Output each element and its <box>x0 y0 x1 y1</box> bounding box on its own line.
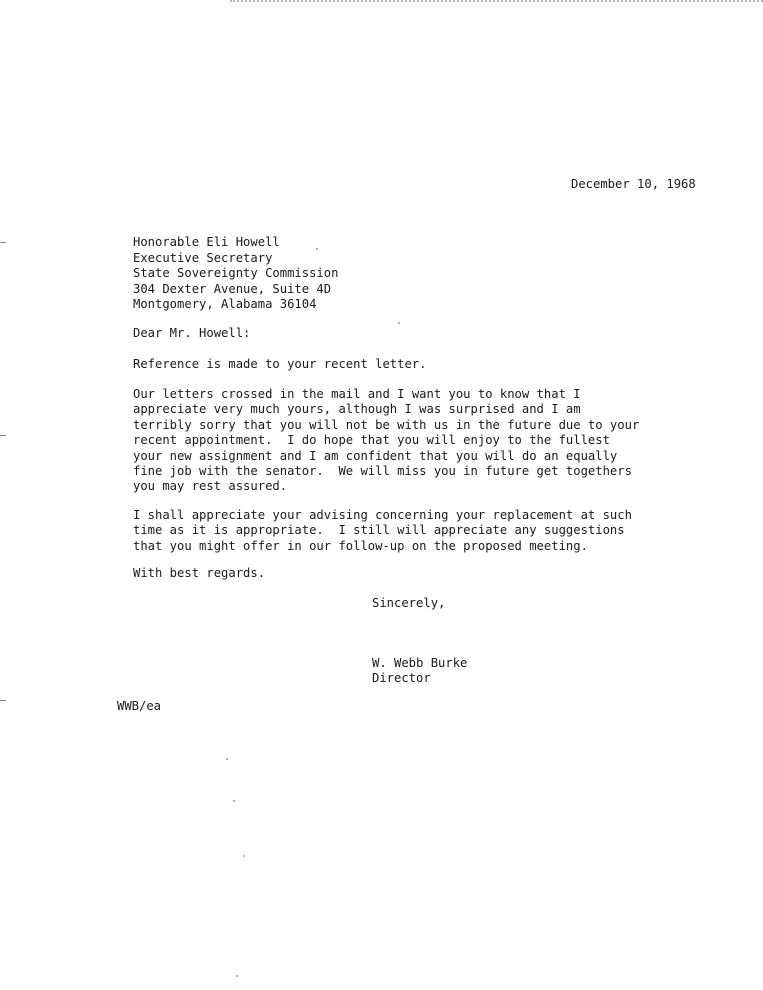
scan-speck <box>316 248 318 250</box>
scan-speck <box>243 855 245 857</box>
address-line: Honorable Eli Howell <box>133 235 280 249</box>
scan-edge-mark <box>0 700 6 701</box>
paragraph-line: appreciate very much yours, although I was surprised and I am <box>133 402 581 417</box>
scan-speck <box>236 975 238 977</box>
complimentary-close: Sincerely, <box>372 596 446 610</box>
paragraph-line: fine job with the senator. We will miss you in future get togethers <box>133 464 632 479</box>
scan-speck <box>226 758 228 760</box>
signer-title: Director <box>372 671 431 686</box>
body-paragraph-2 <box>133 387 673 495</box>
closing-regards: With best regards. <box>133 566 266 580</box>
signer-name: W. Webb Burke <box>372 656 468 670</box>
address-line: State Sovereignty Commission <box>133 266 339 280</box>
address-line: 304 Dexter Avenue, Suite 4D <box>133 281 332 296</box>
reference-initials: WWB/ea <box>117 699 162 713</box>
paragraph-line: you may rest assured. <box>133 479 288 494</box>
paragraph-line: Reference is made to your recent letter. <box>133 357 427 371</box>
body-paragraph-3 <box>133 508 673 554</box>
paragraph-line: that you might offer in our follow-up on the proposed meeting. <box>133 538 588 553</box>
paragraph-line: your new assignment and I am confident that you will do an equally <box>133 448 618 463</box>
scan-edge-mark <box>0 242 6 243</box>
paragraph-line: recent appointment. I do hope that you will enjoy to the fullest <box>133 433 610 448</box>
paragraph-line: time as it is appropriate. I still will appreciate any suggestions <box>133 523 625 538</box>
paragraph-line: terribly sorry that you will not be with us in the future due to your <box>133 417 640 432</box>
salutation: Dear Mr. Howell: <box>133 326 251 340</box>
address-line: Executive Secretary <box>133 250 273 265</box>
address-line: Montgomery, Alabama 36104 <box>133 297 317 311</box>
letter-date: December 10, 1968 <box>571 177 696 191</box>
scan-speck <box>233 800 235 802</box>
paragraph-line: I shall appreciate your advising concerning your replacement at such <box>133 508 632 522</box>
paragraph-line: Our letters crossed in the mail and I want you to know that I <box>133 387 581 401</box>
signature-block <box>372 656 467 687</box>
recipient-address <box>133 235 338 313</box>
scan-edge-mark <box>0 435 6 436</box>
body-paragraph-1 <box>133 357 673 372</box>
scan-speck <box>398 322 400 324</box>
scan-top-edge <box>230 0 763 6</box>
